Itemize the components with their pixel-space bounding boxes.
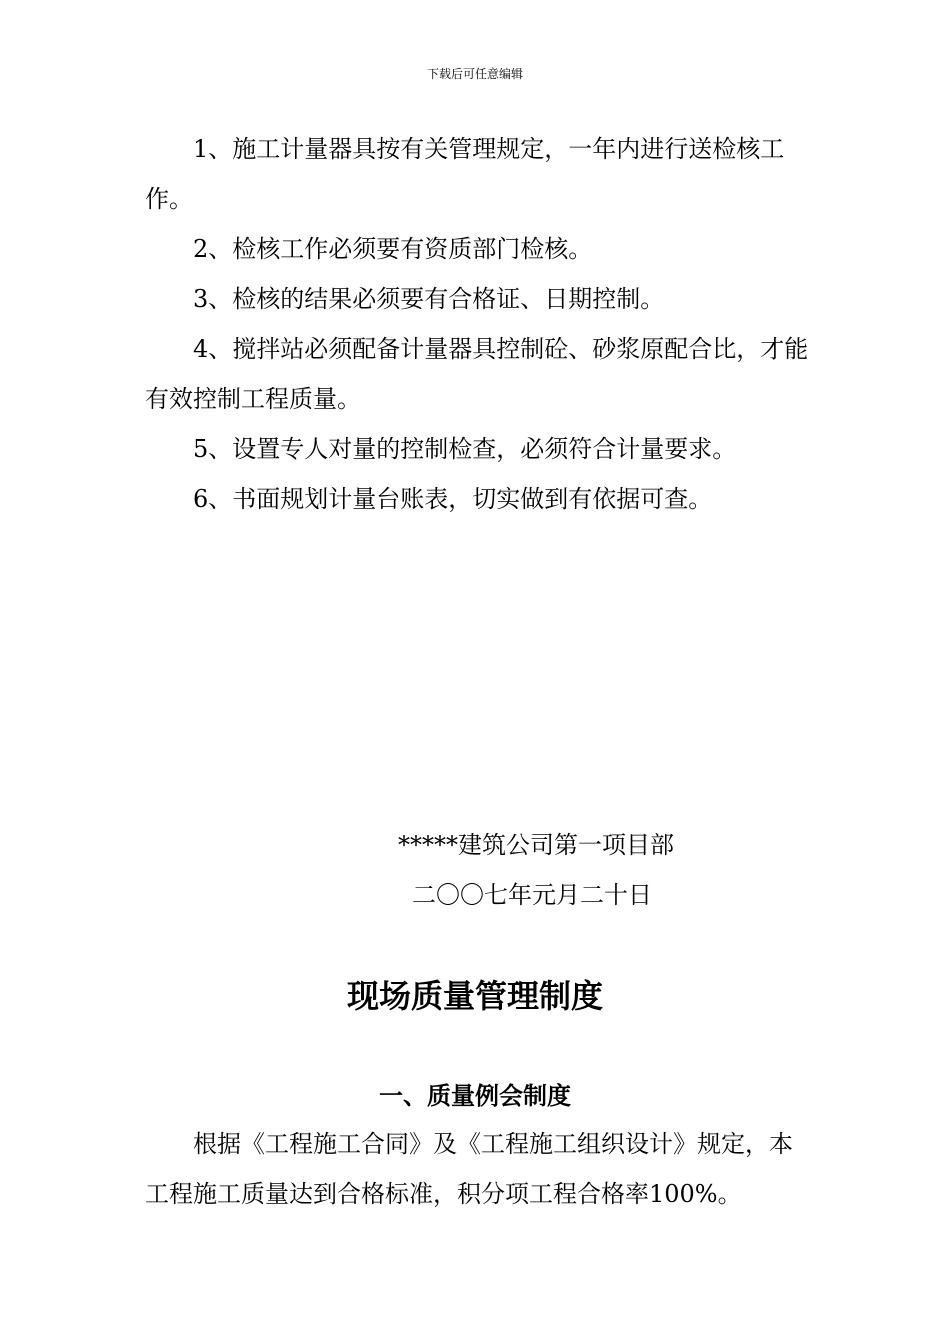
paragraph-item-2: 2、检核工作必须要有资质部门检核。 [193,235,593,263]
paragraph-item-5: 5、设置专人对量的控制检查，必须符合计量要求。 [193,435,737,463]
paragraph-item-6: 6、书面规划计量台账表，切实做到有依据可查。 [193,485,713,513]
page-header-note: 下载后可任意编辑 [426,67,523,81]
paragraph-item-3: 3、检核的结果必须要有合格证、日期控制。 [193,285,665,313]
signature-organization: *****建筑公司第一项目部 [398,831,674,859]
section-heading: 一、质量例会制度 [379,1081,571,1110]
document-title: 现场质量管理制度 [346,977,603,1015]
signature-date: 二〇〇七年元月二十日 [412,881,652,909]
paragraph-item-1: 1、施工计量器具按有关管理规定，一年内进行送检核工作。 [145,135,785,213]
paragraph-item-4: 4、搅拌站必须配备计量器具控制砼、砂浆原配合比，才能有效控制工程质量。 [145,335,809,413]
section-paragraph: 根据《工程施工合同》及《工程施工组织设计》规定，本工程施工质量达到合格标准，积分项工程合格率100%。 [145,1130,793,1208]
